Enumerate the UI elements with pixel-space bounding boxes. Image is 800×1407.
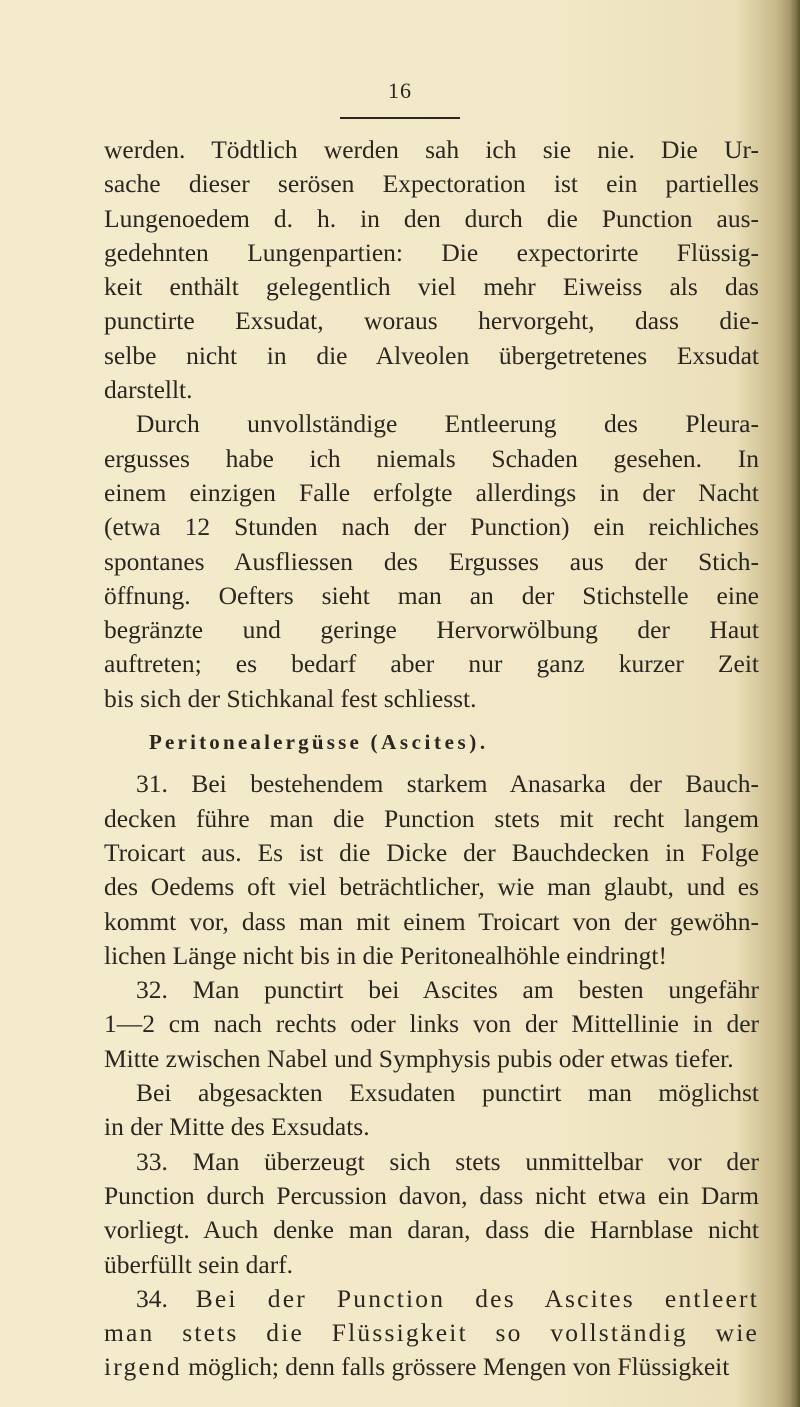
text-line: Lungenoedem d. h. in den durch die Punction aus- [104,203,759,233]
text-line: auftreten; es bedarf aber nur ganz kurzer Zeit [104,649,759,679]
text-line: Mitte zwischen Nabel und Symphysis pubis oder etwas tiefer. [104,1043,734,1073]
text-line: spontanes Ausfliessen des Ergusses aus der Stich- [104,546,759,576]
text-line: überfüllt sein darf. [104,1249,294,1279]
text-line: keit enthält gelegentlich viel mehr Eiweiss als das [104,272,759,302]
text-line: gedehnten Lungenpartien: Die expectorirte Flüssig- [104,237,759,267]
text-line [104,1350,759,1384]
text-line: werden. Tödtlich werden sah ich sie nie. Die Ur- [104,135,759,164]
text-line: lichen Länge nicht bis in die Peritonealhöhle eindringt! [104,940,667,970]
text-line: 31. Bei bestehendem starkem Anasarka der Bauch- [136,769,759,799]
text-line: Punction durch Percussion davon, dass nicht etwa ein Darm [104,1180,759,1210]
text-line: 1—2 cm nach rechts oder links von der Mittellinie in der [104,1009,759,1039]
text-line: in der Mitte des Exsudats. [104,1112,370,1142]
text-line [104,1282,759,1316]
body-text [104,133,759,1385]
text-line: ergusses habe ich niemals Schaden gesehen. In [104,443,759,473]
text-line: sache dieser serösen Expectoration ist ein partielles [104,169,759,199]
text-line: Troicart aus. Es ist die Dicke der Bauchdecken in Folge [104,837,759,867]
text-line: einem einzigen Falle erfolgte allerdings in der Nacht [104,477,759,507]
section-heading [104,725,759,759]
text-line: Durch unvollständige Entleerung des Pleura- [136,409,759,439]
text-fragment: möglich; denn falls grössere Mengen von Flüssigkeit [181,1352,730,1382]
page-number: 16 [388,78,412,103]
text-line: bis sich der Stichkanal fest schliesst. [104,683,477,713]
text-line: selbe nicht in die Alveolen übergetretenes Exsudat [104,340,759,370]
text-line: kommt vor, dass man mit einem Troicart von der gewöhn- [104,906,759,936]
text-line: 33. Man überzeugt sich stets unmittelbar vor der [136,1146,759,1176]
text-line: (etwa 12 Stunden nach der Punction) ein reichliches [104,512,759,542]
text-line: Bei abgesackten Exsudaten punctirt man möglichst [136,1078,759,1108]
text-line: man stets die Flüssigkeit so vollständig wie [104,1318,759,1348]
spaced-emphasis: irgend [104,1352,182,1382]
paragraph-number: 34. [136,1283,196,1313]
text-line: darstellt. [104,375,193,405]
page-number-rule [340,117,460,119]
section-heading-sub: (Ascites). [370,730,489,755]
text-line: decken führe man die Punction stets mit recht langem [104,803,759,833]
spaced-emphasis: Bei der Punction des Ascites entleert [195,1283,759,1313]
text-line: begränzte und geringe Hervorwölbung der Haut [104,615,759,645]
page-edge-shadow [790,0,800,1407]
section-heading-main: Peritonealergüsse [149,730,363,755]
text-line: 32. Man punctirt bei Ascites am besten ungefähr [136,975,759,1005]
text-line: des Oedems oft viel beträchtlicher, wie man glaubt, und es [104,872,759,902]
text-line: punctirte Exsudat, woraus hervorgeht, dass die- [104,306,759,336]
text-line: öffnung. Oefters sieht man an der Stichstelle eine [104,580,759,610]
text-line: vorliegt. Auch denke man daran, dass die Harnblase nicht [104,1215,759,1245]
